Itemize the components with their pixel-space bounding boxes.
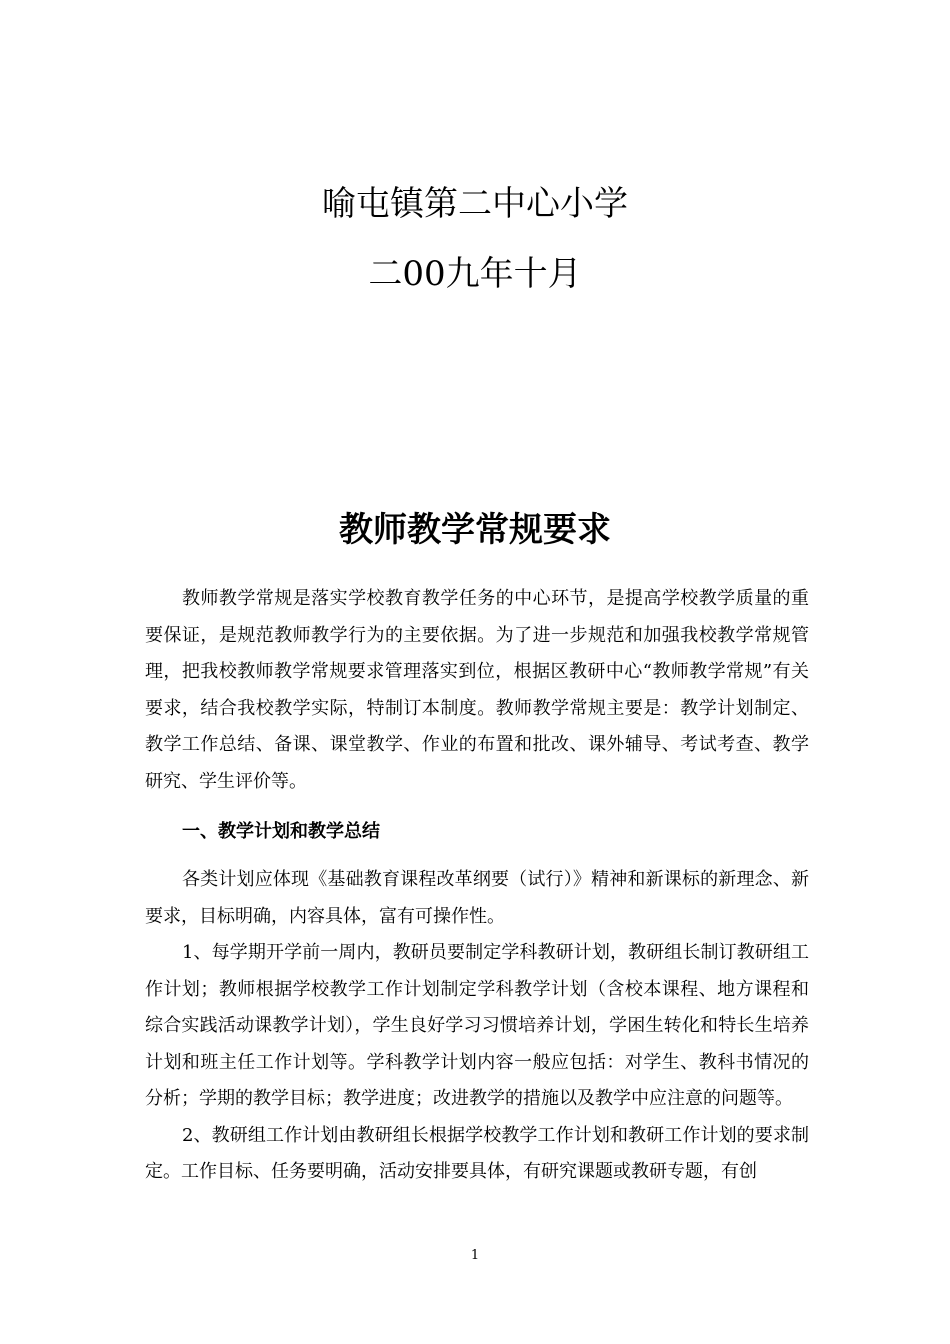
intro-section (145, 581, 809, 800)
intro-paragraph: 教师教学常规是落实学校教育教学任务的中心环节，是提高学校教学质量的重要保证，是规范教师教学行为的主要依据。为了进一步规范和加强我校教学常规管理，把我校教师教学常规要求管理落实到位，根据区教研中心“教师教学常规”有关要求，结合我校教学实际，特制订本制度。教师教学常规主要是：教学计划制定、教学工作总结、备课、课堂教学、作业的布置和批改、课外辅导、考试考查、教学研究、学生评价等。 (145, 588, 809, 792)
page-number: 1 (470, 1248, 480, 1263)
school-name: 喻屯镇第二中心小学 (322, 184, 628, 224)
section1-heading: 一、教学计划和教学总结 (182, 821, 380, 842)
section1-paragraph-1: 各类计划应体现《基础教育课程改革纲要（试行）》精神和新课标的新理念、新要求，目标明确，内容具体，富有可操作性。 (145, 869, 809, 927)
section1-paragraph-3: 2、教研组工作计划由教研组长根据学校教学工作计划和教研工作计划的要求制定。工作目标、任务要明确，活动安排要具体，有研究课题或教研专题，有创 (145, 1124, 809, 1182)
section1-paragraph-2: 1、每学期开学前一周内，教研员要制定学科教研计划，教研组长制订教研组工作计划；教师根据学校教学工作计划制定学科教学计划（含校本课程、地方课程和综合实践活动课教学计划），学生良好学习习惯培养计划，学困生转化和特长生培养计划和班主任工作计划等。学科教学计划内容一般应包括：对学生、教科书情况的分析；学期的教学目标；教学进度；改进教学的措施以及教学中应注意的问题等。 (145, 942, 809, 1109)
section1-heading-block (145, 814, 809, 851)
section1-body (145, 862, 809, 1191)
document-date: 二00九年十月 (368, 254, 582, 294)
document-title: 教师教学常规要求 (339, 510, 611, 550)
